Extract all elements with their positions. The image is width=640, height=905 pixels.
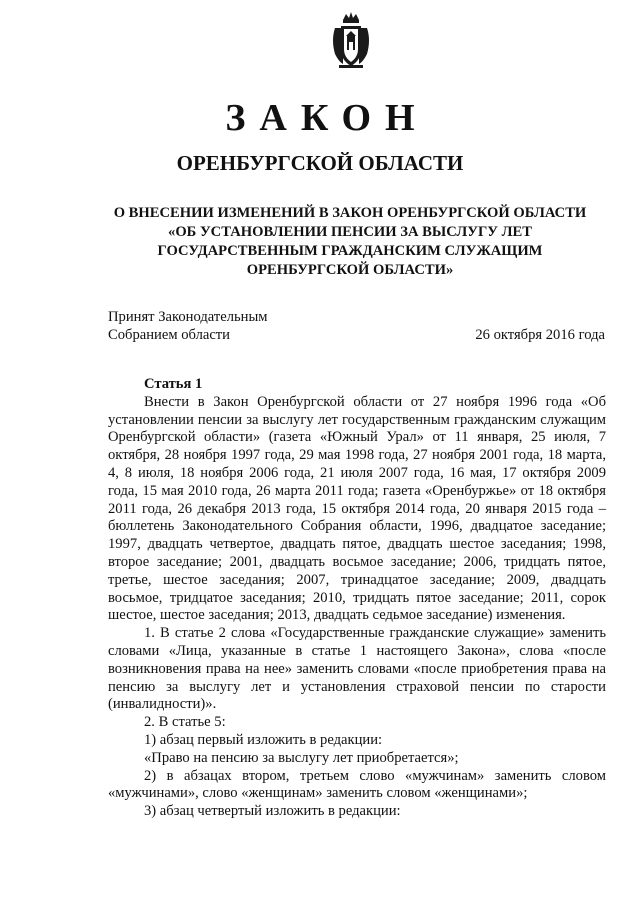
document-subtitle: ОРЕНБУРГСКОЙ ОБЛАСТИ [176, 151, 464, 175]
article-paragraph: 1. В статье 2 слова «Государственные гражданские служащие» заменить словами «Лица, указанные в статье 1 настоящего Закона», слова «после возникновения права на нее» заменить словами «после приобретения права на пенсию за выслугу лет и установления страховой пенсии по старости (инвалидности)». [108, 625, 606, 713]
bill-heading-line: ГОСУДАРСТВЕННЫМ ГРАЖДАНСКИМ СЛУЖАЩИМ [157, 243, 543, 259]
document-title: ЗАКОН [225, 97, 429, 139]
adoption-date: 26 октября 2016 года [475, 327, 605, 343]
article-paragraph: «Право на пенсию за выслугу лет приобретается»; [144, 749, 459, 766]
article-paragraph: 3) абзац четвертый изложить в редакции: [144, 803, 401, 820]
article-paragraph: 2. В статье 5: [144, 714, 226, 731]
bill-heading-line: «ОБ УСТАНОВЛЕНИИ ПЕНСИИ ЗА ВЫСЛУГУ ЛЕТ [168, 224, 532, 240]
article-title: Статья 1 [144, 376, 203, 392]
adoption-line: Принят Законодательным [108, 309, 268, 325]
bill-heading-line: ОРЕНБУРГСКОЙ ОБЛАСТИ» [246, 262, 454, 278]
adoption-line: Собранием области [108, 327, 230, 343]
article-paragraph: 1) абзац первый изложить в редакции: [144, 731, 383, 748]
bill-heading-line: О ВНЕСЕНИИ ИЗМЕНЕНИЙ В ЗАКОН ОРЕНБУРГСКОЙ ОБЛАСТИ [113, 205, 587, 221]
article-paragraph: 2) в абзацах втором, третьем слово «мужчинам» заменить словом «мужчинами», слово «женщинам» заменить словом «женщинами»; [108, 767, 606, 802]
article-body [108, 376, 606, 821]
article-paragraph: Внести в Закон Оренбургской области от 27 ноября 1996 года «Об установлении пенсии за выслугу лет государственным гражданским служащим Оренбургской области» (газета «Южный Урал» от 11 января, 25 июля, 7 октября, 28 ноября 1997 года, 29 мая 1998 года, 27 ноября 2001 года, 18 марта, 4, 8 июля, 18 ноября 2006 года, 21 июля 2007 года, 16 мая, 17 октября 2009 года, 15 мая 2010 года, 26 марта 2011 года; газета «Оренбуржье» от 18 октября 2011 года, 26 декабря 2013 года, 15 октября 2014 года, 20 января 2015 года – бюллетень Законодательного Собрания области, 1996, двадцатое заседание; 1997, двадцать четвертое, двадцать пятое, двадцать шестое заседания; 1998, второе заседание; 2001, двадцать восьмое заседание; 2006, тридцать пятое, третье, шестое заседания; 2007, тринадцатое заседание; 2009, двадцать восьмое, тридцатое заседания; 2010, тридцать пятое заседание; 2011, сорок шестое, шестое заседания; 2013, двадцать седьмое заседание) изменения. [108, 393, 606, 624]
coat-of-arms-icon [329, 10, 373, 70]
adoption-note [108, 308, 267, 344]
bill-heading [100, 204, 600, 280]
